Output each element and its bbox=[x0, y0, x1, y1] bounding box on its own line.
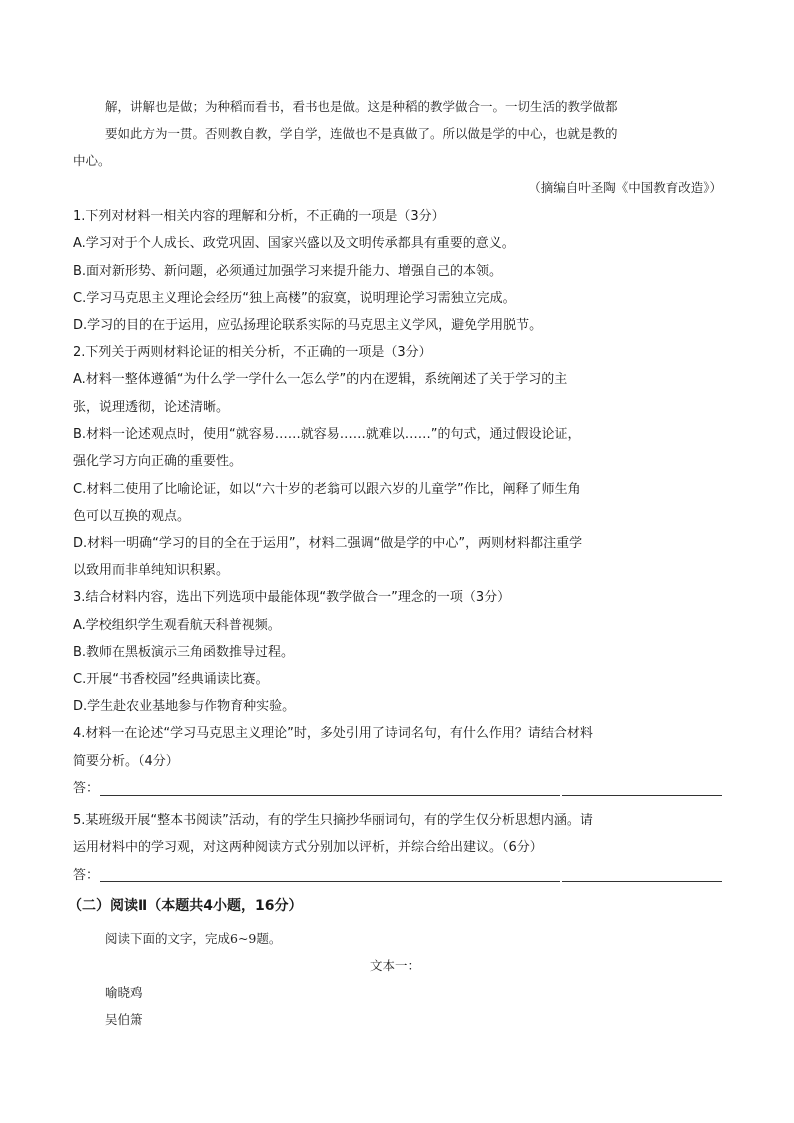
question-5-stem: 5.某班级开展“整本书阅读”活动，有的学生只摘抄华丽词句，有的学生仅分析思想内涵。请 bbox=[73, 813, 593, 828]
question-5-stem-cont: 运用材料中的学习观，对这两种阅读方式分别加以评析，并综合给出建议。（6分） bbox=[73, 840, 543, 855]
question-1-option-c: C.学习马克思主义理论会经历“独上高楼”的寂寞，说明理论学习需独立完成。 bbox=[73, 291, 516, 306]
question-3-option-c: C.开展“书香校园”经典诵读比赛。 bbox=[73, 672, 269, 687]
passage-line: 中心。 bbox=[73, 153, 111, 168]
passage-line: 解，讲解也是做；为种稻而看书，看书也是做。这是种稻的教学做合一。一切生活的教学做都 bbox=[105, 99, 618, 114]
question-5-answer-line[interactable] bbox=[100, 881, 560, 882]
question-4-answer-label: 答： bbox=[73, 781, 100, 796]
question-2-option-a: A.材料一整体遵循“为什么学一学什么一怎么学”的内在逻辑，系统阐述了关于学习的主 bbox=[73, 372, 568, 387]
text-label: 文本一： bbox=[370, 958, 421, 973]
question-1-option-d: D.学习的目的在于运用，应弘扬理论联系实际的马克思主义学风，避免学用脱节。 bbox=[73, 318, 543, 333]
question-2-option-c-cont: 色可以互换的观点。 bbox=[73, 509, 191, 524]
question-2-option-c: C.材料二使用了比喻论证，如以“六十岁的老翁可以跟六岁的儿童学”作比，阐释了师生角 bbox=[73, 482, 581, 497]
question-3-option-a: A.学校组织学生观看航天科普视频。 bbox=[73, 618, 281, 633]
question-1-option-a: A.学习对于个人成长、政党巩固、国家兴盛以及文明传承都具有重要的意义。 bbox=[73, 236, 515, 251]
question-2-option-d-cont: 以致用而非单纯知识积累。 bbox=[73, 563, 230, 578]
question-4-stem-cont: 简要分析。（4分） bbox=[73, 754, 179, 769]
passage-source: （摘编自叶圣陶《中国教育改造》） bbox=[528, 180, 722, 195]
question-2-option-b: B.材料一论述观点时，使用“就容易……就容易……就难以……”的句式，通过假设论证， bbox=[73, 427, 581, 442]
question-3-option-d: D.学生赴农业基地参与作物育种实验。 bbox=[73, 699, 296, 714]
question-1-stem: 1.下列对材料一相关内容的理解和分析，不正确的一项是（3分） bbox=[73, 209, 445, 224]
section-heading: （二）阅读Ⅱ（本题共4小题，16分） bbox=[68, 898, 303, 914]
question-1-option-b: B.面对新形势、新问题，必须通过加强学习来提升能力、增强自己的本领。 bbox=[73, 264, 503, 279]
question-2-option-a-cont: 张，说理透彻，论述清晰。 bbox=[73, 400, 230, 415]
passage-line: 要如此方为一贯。否则教自教，学自学，连做也不是真做了。所以做是学的中心，也就是教的 bbox=[105, 126, 618, 141]
essay-title: 喻晓鸡 bbox=[105, 985, 143, 1000]
question-2-stem: 2.下列关于两则材料论证的相关分析，不正确的一项是（3分） bbox=[73, 345, 432, 360]
question-3-option-b: B.教师在黑板演示三角函数推导过程。 bbox=[73, 645, 295, 660]
question-4-answer-line[interactable] bbox=[100, 795, 560, 796]
question-4-answer-line[interactable] bbox=[562, 795, 722, 796]
question-3-stem: 3.结合材料内容，选出下列选项中最能体现“教学做合一”理念的一项（3分） bbox=[73, 590, 511, 605]
section-instruction: 阅读下面的文字，完成6~9题。 bbox=[105, 931, 282, 946]
question-2-option-d: D.材料一明确“学习的目的全在于运用”，材料二强调“做是学的中心”，两则材料都注重学 bbox=[73, 536, 583, 551]
question-5-answer-line[interactable] bbox=[562, 881, 722, 882]
question-5-answer-label: 答： bbox=[73, 868, 100, 883]
essay-author: 吴伯箫 bbox=[105, 1012, 143, 1027]
question-4-stem: 4.材料一在论述“学习马克思主义理论”时，多处引用了诗词名句，有什么作用？请结合材料 bbox=[73, 726, 593, 741]
question-2-option-b-cont: 强化学习方向正确的重要性。 bbox=[73, 454, 243, 469]
